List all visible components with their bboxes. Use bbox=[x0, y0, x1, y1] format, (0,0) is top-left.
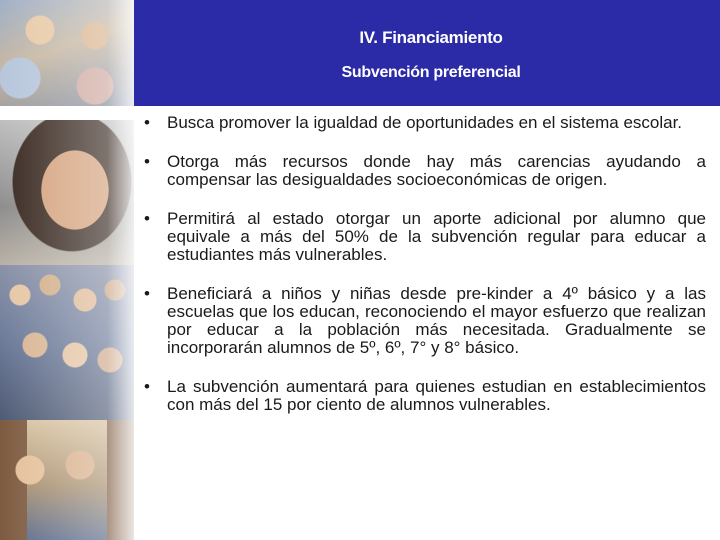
bullet-text: La subvención aumentará para quienes estudian en establecimientos con más del 15 por ciento de alumnos vulnerables. bbox=[167, 377, 706, 414]
bullet-icon: • bbox=[144, 113, 150, 132]
bullet-icon: • bbox=[144, 284, 150, 303]
bullet-list bbox=[140, 114, 706, 414]
slide-content bbox=[140, 114, 706, 435]
bullet-icon: • bbox=[144, 209, 150, 228]
bullet-item bbox=[140, 378, 706, 414]
slide-header bbox=[134, 0, 720, 106]
bullet-icon: • bbox=[144, 152, 150, 171]
photo-strip bbox=[0, 0, 134, 540]
bullet-item bbox=[140, 114, 706, 132]
bullet-text: Otorga más recursos donde hay más carencias ayudando a compensar las desigualdades socioeconómicas de origen. bbox=[167, 152, 706, 189]
slide-title: IV. Financiamiento bbox=[359, 28, 503, 47]
bullet-icon: • bbox=[144, 377, 150, 396]
bullet-item bbox=[140, 210, 706, 264]
bullet-item bbox=[140, 285, 706, 357]
bullet-item bbox=[140, 153, 706, 189]
bullet-text: Permitirá al estado otorgar un aporte adicional por alumno que equivale a más del 50% de la subvención regular para educar a estudiantes más vulnerables. bbox=[167, 209, 706, 264]
photo-fade-overlay bbox=[0, 0, 134, 540]
bullet-text: Busca promover la igualdad de oportunidades en el sistema escolar. bbox=[167, 113, 683, 132]
bullet-text: Beneficiará a niños y niñas desde pre-kinder a 4º básico y a las escuelas que los educan, reconociendo el mayor esfuerzo que realizan por educar a la población más necesitada. Gradualmente se incorporarán alumnos de 5º, 6º, 7° y 8° básico. bbox=[167, 284, 706, 357]
slide-subtitle: Subvención preferencial bbox=[341, 64, 521, 81]
